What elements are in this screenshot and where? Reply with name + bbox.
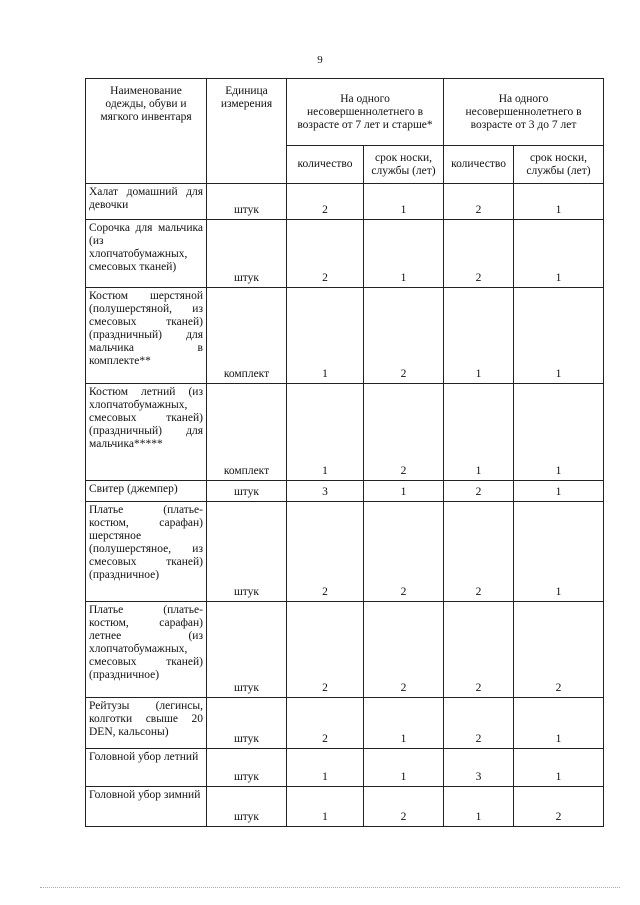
- wear-period-3-to-7: 1: [514, 749, 604, 787]
- wear-period-7-plus: 1: [364, 698, 444, 749]
- header-quantity-7-plus: количество: [287, 146, 364, 184]
- wear-period-3-to-7: 2: [514, 787, 604, 827]
- item-name: Костюм шерстяной (полушерстяной, из смесовых тканей) (праздничный) для мальчика в комплекте**: [86, 288, 207, 384]
- item-unit: штук: [207, 502, 287, 602]
- wear-period-3-to-7: 1: [514, 184, 604, 220]
- item-name: Костюм летний (из хлопчатобумажных, смесовых тканей) (праздничный) для мальчика*****: [86, 384, 207, 481]
- header-wear-period-3-to-7: срок носки, службы (лет): [514, 146, 604, 184]
- item-name: Платье (платье-костюм, сарафан) летнее (из хлопчатобумажных, смесовых тканей) (праздничное): [86, 602, 207, 698]
- quantity-7-plus: 2: [287, 698, 364, 749]
- quantity-3-to-7: 2: [444, 184, 514, 220]
- quantity-3-to-7: 1: [444, 787, 514, 827]
- wear-period-3-to-7: 1: [514, 698, 604, 749]
- quantity-7-plus: 2: [287, 220, 364, 288]
- table-row: [86, 220, 604, 288]
- item-unit: штук: [207, 481, 287, 502]
- wear-period-7-plus: 1: [364, 481, 444, 502]
- table-row: [86, 481, 604, 502]
- item-name: Халат домашний для девочки: [86, 184, 207, 220]
- clothing-norms-table: [85, 78, 604, 827]
- quantity-3-to-7: 2: [444, 220, 514, 288]
- item-name: Платье (платье-костюм, сарафан) шерстяное (полушерстяное, из смесовых тканей) (праздничное): [86, 502, 207, 602]
- table-row: [86, 787, 604, 827]
- item-name: Головной убор летний: [86, 749, 207, 787]
- quantity-3-to-7: 1: [444, 288, 514, 384]
- item-unit: комплект: [207, 384, 287, 481]
- quantity-3-to-7: 2: [444, 698, 514, 749]
- wear-period-7-plus: 1: [364, 184, 444, 220]
- item-unit: штук: [207, 220, 287, 288]
- header-name-column: Наименование одежды, обуви и мягкого инвентаря: [86, 79, 207, 184]
- wear-period-7-plus: 2: [364, 288, 444, 384]
- wear-period-7-plus: 2: [364, 787, 444, 827]
- item-unit: штук: [207, 749, 287, 787]
- header-unit-column: Единица измерения: [207, 79, 287, 184]
- wear-period-7-plus: 1: [364, 749, 444, 787]
- quantity-7-plus: 2: [287, 184, 364, 220]
- quantity-3-to-7: 1: [444, 384, 514, 481]
- item-unit: штук: [207, 602, 287, 698]
- wear-period-3-to-7: 1: [514, 481, 604, 502]
- table-row: [86, 749, 604, 787]
- quantity-7-plus: 1: [287, 749, 364, 787]
- wear-period-3-to-7: 1: [514, 288, 604, 384]
- footer-divider: [40, 887, 620, 888]
- wear-period-3-to-7: 1: [514, 502, 604, 602]
- table-row: [86, 184, 604, 220]
- wear-period-7-plus: 2: [364, 602, 444, 698]
- item-name: Свитер (джемпер): [86, 481, 207, 502]
- wear-period-3-to-7: 1: [514, 220, 604, 288]
- header-group-3-to-7: На одного несовершеннолетнего в возрасте от 3 до 7 лет: [444, 79, 604, 146]
- quantity-7-plus: 1: [287, 384, 364, 481]
- quantity-7-plus: 2: [287, 502, 364, 602]
- quantity-3-to-7: 2: [444, 602, 514, 698]
- quantity-3-to-7: 2: [444, 502, 514, 602]
- item-name: Сорочка для мальчика (из хлопчатобумажных, смесовых тканей): [86, 220, 207, 288]
- table-row: [86, 602, 604, 698]
- item-unit: штук: [207, 698, 287, 749]
- wear-period-3-to-7: 2: [514, 602, 604, 698]
- item-name: Рейтузы (легинсы, колготки свыше 20 DEN, кальсоны): [86, 698, 207, 749]
- wear-period-3-to-7: 1: [514, 384, 604, 481]
- quantity-3-to-7: 3: [444, 749, 514, 787]
- table-row: [86, 288, 604, 384]
- quantity-3-to-7: 2: [444, 481, 514, 502]
- item-name: Головной убор зимний: [86, 787, 207, 827]
- table-row: [86, 698, 604, 749]
- item-unit: комплект: [207, 288, 287, 384]
- item-unit: штук: [207, 184, 287, 220]
- quantity-7-plus: 3: [287, 481, 364, 502]
- item-unit: штук: [207, 787, 287, 827]
- wear-period-7-plus: 2: [364, 502, 444, 602]
- quantity-7-plus: 1: [287, 787, 364, 827]
- wear-period-7-plus: 2: [364, 384, 444, 481]
- header-quantity-3-to-7: количество: [444, 146, 514, 184]
- header-row-top: [86, 79, 604, 146]
- header-wear-period-7-plus: срок носки, службы (лет): [364, 146, 444, 184]
- page-number: 9: [317, 54, 323, 66]
- quantity-7-plus: 1: [287, 288, 364, 384]
- quantity-7-plus: 2: [287, 602, 364, 698]
- table-row: [86, 384, 604, 481]
- header-group-7-plus: На одного несовершеннолетнего в возрасте от 7 лет и старше*: [287, 79, 444, 146]
- wear-period-7-plus: 1: [364, 220, 444, 288]
- table-row: [86, 502, 604, 602]
